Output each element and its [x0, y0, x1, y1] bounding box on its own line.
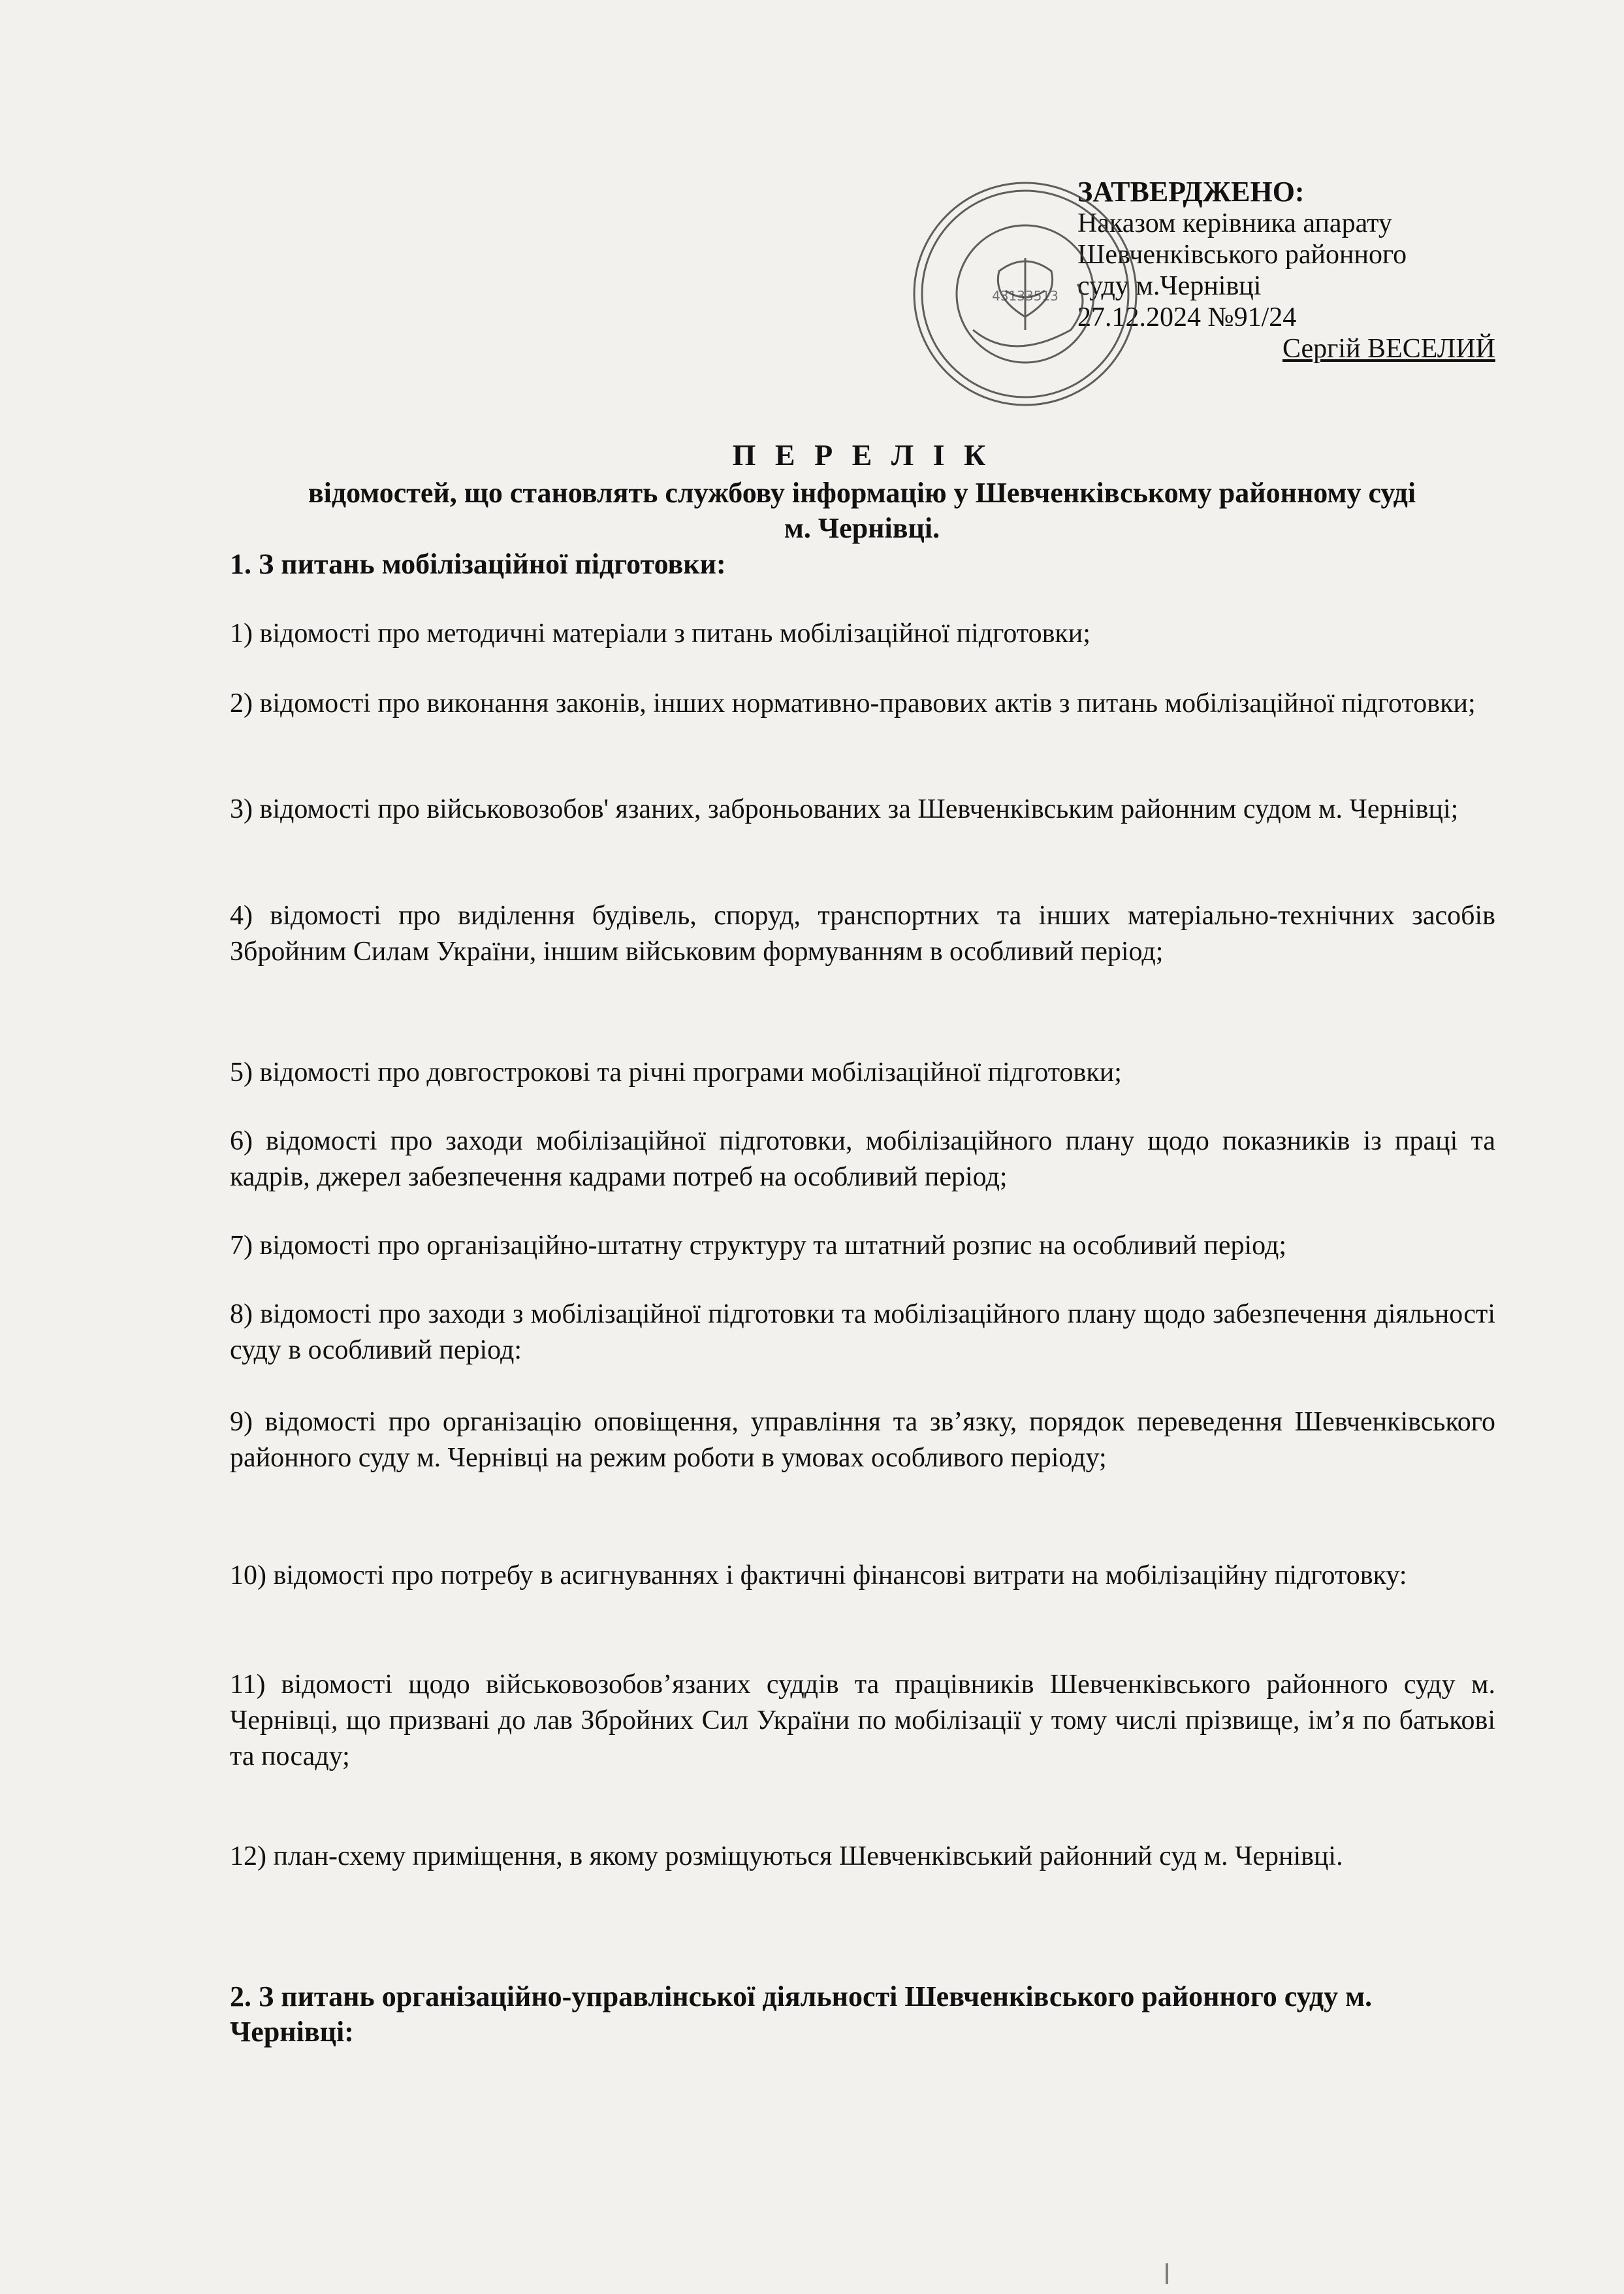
- approval-line: Наказом керівника апарату: [1077, 208, 1392, 238]
- section-heading: 1. З питань мобілізаційної підготовки:: [230, 548, 726, 580]
- document-title: П Е Р Е Л І К: [732, 438, 992, 472]
- approval-line: суду м.Чернівці: [1077, 271, 1262, 301]
- list-item: 12) план-схему приміщення, в якому розміщуються Шевченківський районний суд м. Чернівці.: [230, 1841, 1343, 1871]
- list-item: 9) відомості про організацію оповіщення, управління та зв’язку, порядок переведення Шевченківського районного суду м. Чернівці на режим роботи в умовах особливого періоду;: [230, 1407, 1495, 1473]
- document-subtitle: [229, 476, 1495, 546]
- svg-text:43133513: 43133513: [992, 288, 1059, 304]
- court-seal-stamp: [901, 160, 1149, 421]
- approval-heading: ЗАТВЕРДЖЕНО:: [1077, 176, 1305, 208]
- list-item: 4) відомості про виділення будівель, споруд, транспортних та інших матеріально-технічних засобів Збройним Силам України, іншим військовим формуванням в особливий період;: [230, 901, 1495, 967]
- signature-name: Сергій ВЕСЕЛИЙ: [1282, 334, 1495, 364]
- list-item: 3) відомості про військовозобов' язаних, заброньованих за Шевченківським районним судом м. Чернівці;: [230, 794, 1459, 824]
- subtitle-line: відомостей, що становлять службову інформацію у Шевченківському районному суді: [308, 477, 1416, 509]
- section-heading: 2. З питань організаційно-управлінської діяльності Шевченківського районного суду м. Чернівці:: [230, 1980, 1373, 2048]
- approval-date: 27.12.2024 №91/24: [1077, 302, 1297, 332]
- approval-line: Шевченківського районного: [1077, 240, 1407, 270]
- list-item: 11) відомості щодо військовозобов’язаних суддів та працівників Шевченківського районного суду м. Чернівці, що призвані до лав Збройних Сил України по мобілізації у тому числі прізвище, ім’я по батькові та посаду;: [230, 1670, 1495, 1771]
- list-item: 6) відомості про заходи мобілізаційної підготовки, мобілізаційного плану щодо показників із праці та кадрів, джерел забезпечення кадрами потреб на особливий період;: [230, 1126, 1495, 1192]
- list-item: 2) відомості про виконання законів, інших нормативно-правових актів з питань мобілізаційної підготовки;: [230, 688, 1476, 719]
- list-item: 7) відомості про організаційно-штатну структуру та штатний розпис на особливий період;: [230, 1231, 1287, 1261]
- list-item: 8) відомості про заходи з мобілізаційної підготовки та мобілізаційного плану щодо забезпечення діяльності суду в особливий період:: [230, 1299, 1495, 1365]
- list-item: 10) відомості про потребу в асигнуваннях і фактичні фінансові витрати на мобілізаційну підготовку:: [230, 1560, 1407, 1591]
- subtitle-line: м. Чернівці.: [784, 512, 940, 544]
- list-item: 5) відомості про довгострокові та річні програми мобілізаційної підготовки;: [230, 1058, 1122, 1088]
- scan-mark: [1166, 2263, 1168, 2284]
- list-item: 1) відомості про методичні матеріали з питань мобілізаційної підготовки;: [230, 619, 1091, 649]
